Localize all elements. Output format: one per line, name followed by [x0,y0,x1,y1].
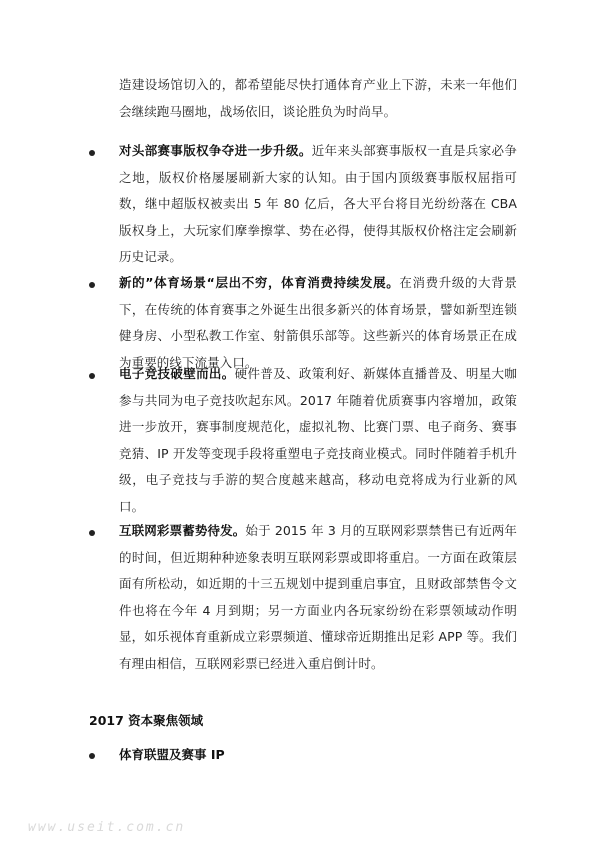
bullet-paragraph-4 [119,518,517,678]
bullet-title-1: 对头部赛事版权争夺进一步升级。 [119,143,312,158]
bullet-body-1: 近年来头部赛事版权一直是兵家必争之地，版权价格屡屡刷新大家的认知。由于国内顶级赛事版权屈指可数，继中超版权被卖出 5 年 80 亿后，各大平台将目光纷纷落在 CBA 版权身上，大玩家们摩拳擦掌、势在必得，使得其版权价格注定会刷新历史记录。 [119,143,517,265]
intro-continuation-text: 造建设场馆切入的，都希望能尽快打通体育产业上下游，未来一年他们会继续跑马圈地，战场依旧，谈论胜负为时尚早。 [119,77,517,119]
bullet-dot-2 [89,282,95,288]
bullet-body-3: 硬件普及、政策利好、新媒体直播普及、明星大咖参与共同为电子竞技吹起东风。2017 年随着优质赛事内容增加，政策进一步放开，赛事制度规范化，虚拟礼物、比赛门票、电子商务、赛事竞猜、IP 开发等变现手段将重塑电子竞技商业模式。同时伴随着手机升级，电子竞技与手游的契合度越来越高，移动电竞将成为行业新的风口。 [119,366,517,514]
section-bullet-dot-1 [89,753,95,759]
bullet-paragraph-1 [119,138,517,271]
bullet-title-3: 电子竞技破壁而出。 [119,366,235,381]
bullet-dot-3 [89,373,95,379]
bullet-dot-1 [89,150,95,156]
section-item-1: 体育联盟及赛事 IP [119,747,225,762]
bullet-title-2: 新的”体育场景“层出不穷，体育消费持续发展。 [119,275,400,290]
bullet-body-4: 始于 2015 年 3 月的互联网彩票禁售已有近两年的时间，但近期种种迹象表明互联网彩票或即将重启。一方面在政策层面有所松动，如近期的十三五规划中提到重启事宜，且财政部禁售令文件也将在今年 4 月到期；另一方面业内各玩家纷纷在彩票领域动作明显，如乐视体育重新成立彩票频道、懂球帝近期推出足彩 APP 等。我们有理由相信，互联网彩票已经进入重启倒计时。 [119,523,517,671]
bullet-paragraph-3 [119,361,517,521]
watermark-text: www.useit.com.cn [28,820,186,835]
section-heading: 2017 资本聚焦领域 [89,713,204,728]
bullet-title-4: 互联网彩票蓄势待发。 [119,523,246,538]
bullet-body-2: 在消费升级的大背景下，在传统的体育赛事之外诞生出很多新兴的体育场景，譬如新型连锁健身房、小型私教工作室、射箭俱乐部等。这些新兴的体育场景正在成为重要的线下流量入口。 [119,275,517,370]
bullet-dot-4 [89,530,95,536]
intro-continuation-paragraph [119,72,517,125]
